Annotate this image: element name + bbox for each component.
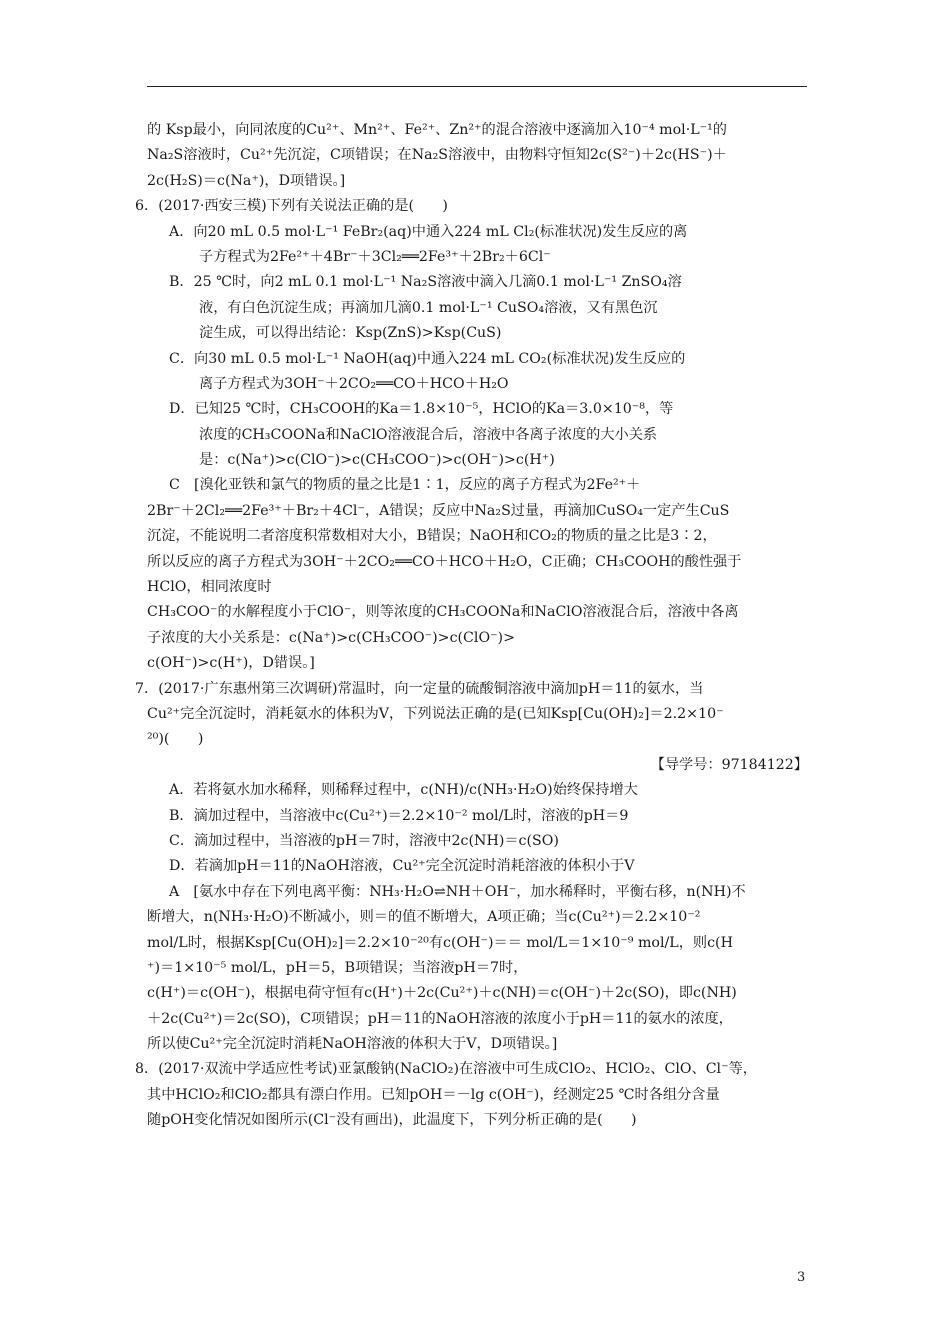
text-line: ²⁰)( ) bbox=[147, 731, 204, 748]
text-line: 浓度的CH₃COONa和NaClO溶液混合后，溶液中各离子浓度的大小关系 bbox=[199, 426, 658, 443]
text-line: 子浓度的大小关系是：c(Na⁺)>c(CH₃COO⁻)>c(ClO⁻)> bbox=[147, 629, 515, 646]
guide-number: 【导学号：97184122】 bbox=[650, 756, 808, 773]
text-line: c(OH⁻)>c(H⁺)，D错误。] bbox=[147, 655, 315, 672]
document-body bbox=[135, 118, 812, 1134]
text-line: CH₃COO⁻的水解程度小于ClO⁻，则等浓度的CH₃COONa和NaClO溶液混合后，溶液中各离 bbox=[147, 604, 739, 621]
header-rule bbox=[147, 86, 807, 87]
text-line: 随pOH变化情况如图所示(Cl⁻没有画出)，此温度下，下列分析正确的是( ) bbox=[147, 1112, 637, 1129]
question-8-stem: 8．(2017·双流中学适应性考试)亚氯酸钠(NaClO₂)在溶液中可生成ClO₂、HClO₂、ClO、Cl⁻等， bbox=[135, 1061, 757, 1078]
text-line: 淀生成，可以得出结论：Ksp(ZnS)>Ksp(CuS) bbox=[199, 325, 502, 342]
question-7-option-d: D．若滴加pH＝11的NaOH溶液，Cu²⁺完全沉淀时消耗溶液的体积小于V bbox=[169, 858, 635, 875]
question-7-answer: A [氨水中存在下列电离平衡：NH₃·H₂O⇌NH＋OH⁻，加水稀释时，平衡右移，n(NH)不 bbox=[169, 883, 746, 900]
text-line: 所以使Cu²⁺完全沉淀时消耗NaOH溶液的体积大于V，D项错误。] bbox=[147, 1036, 558, 1053]
text-line: ⁺)＝1×10⁻⁵ mol/L，pH＝5，B项错误；当溶液pH＝7时， bbox=[147, 959, 528, 976]
question-6-answer: C [溴化亚铁和氯气的物质的量之比是1∶1，反应的离子方程式为2Fe²⁺＋ bbox=[169, 477, 641, 494]
text-line: 所以反应的离子方程式为3OH⁻＋2CO₂══CO＋HCO＋H₂O，C正确；CH₃COOH的酸性强于 bbox=[147, 553, 742, 570]
question-6-option-a: A．向20 mL 0.5 mol·L⁻¹ FeBr₂(aq)中通入224 mL Cl₂(标准状况)发生反应的离 bbox=[169, 223, 688, 240]
text-line: c(H⁺)＝c(OH⁻)，根据电荷守恒有c(H⁺)＋2c(Cu²⁺)＋c(NH)＝c(OH⁻)＋2c(SO)，即c(NH) bbox=[147, 985, 737, 1002]
question-7-option-a: A．若将氨水加水稀释，则稀释过程中，c(NH)/c(NH₃·H₂O)始终保持增大 bbox=[169, 782, 638, 799]
text-line: HClO，相同浓度时 bbox=[147, 579, 272, 596]
text-line: Cu²⁺完全沉淀时，消耗氨水的体积为V，下列说法正确的是(已知Ksp[Cu(OH)₂]＝2.2×10⁻ bbox=[147, 705, 724, 722]
text-line: 液，有白色沉淀生成；再滴加几滴0.1 mol·L⁻¹ CuSO₄溶液，又有黑色沉 bbox=[199, 299, 658, 316]
page-number: 3 bbox=[797, 1270, 806, 1285]
text-line: 沉淀，不能说明二者溶度积常数相对大小，B错误；NaOH和CO₂的物质的量之比是3∶2， bbox=[147, 528, 717, 545]
question-7-option-c: C．滴加过程中，当溶液的pH＝7时，溶液中2c(NH)＝c(SO) bbox=[169, 832, 559, 849]
question-6-option-d: D．已知25 ℃时，CH₃COOH的Ka＝1.8×10⁻⁵，HClO的Ka＝3.0×10⁻⁸，等 bbox=[169, 401, 674, 418]
question-7-option-b: B．滴加过程中，当溶液中c(Cu²⁺)＝2.2×10⁻² mol/L时，溶液的pH＝9 bbox=[169, 807, 629, 824]
question-6-option-c: C．向30 mL 0.5 mol·L⁻¹ NaOH(aq)中通入224 mL CO₂(标准状况)发生反应的 bbox=[169, 350, 686, 367]
text-line: 断增大，n(NH₃·H₂O)不断减小，则＝的值不断增大，A项正确；当c(Cu²⁺)＝2.2×10⁻² bbox=[147, 909, 701, 926]
text-line: Na₂S溶液时，Cu²⁺先沉淀，C项错误；在Na₂S溶液中，由物料守恒知2c(S²⁻)＋2c(HS⁻)＋ bbox=[147, 147, 727, 164]
text-line: 其中HClO₂和ClO₂都具有漂白作用。已知pOH＝－lg c(OH⁻)，经测定25 ℃时各组分含量 bbox=[147, 1086, 720, 1103]
text-line: 2Br⁻＋2Cl₂══2Fe³⁺＋Br₂＋4Cl⁻，A错误；反应中Na₂S过量，再滴加CuSO₄一定产生CuS bbox=[147, 502, 730, 519]
text-line: 2c(H₂S)＝c(Na⁺)，D项错误。] bbox=[147, 172, 346, 189]
text-line: ＋2c(Cu²⁺)＝2c(SO)，C项错误；pH＝11的NaOH溶液的浓度小于pH＝11的氨水的浓度， bbox=[147, 1010, 733, 1027]
text-line: 是：c(Na⁺)>c(ClO⁻)>c(CH₃COO⁻)>c(OH⁻)>c(H⁺) bbox=[199, 452, 555, 469]
text-line: 子方程式为2Fe²⁺＋4Br⁻＋3Cl₂══2Fe³⁺＋2Br₂＋6Cl⁻ bbox=[199, 248, 551, 265]
text-line: mol/L时，根据Ksp[Cu(OH)₂]＝2.2×10⁻²⁰有c(OH⁻)＝＝ mol/L＝1×10⁻⁹ mol/L，则c(H bbox=[147, 934, 733, 951]
question-6-stem: 6．(2017·西安三模)下列有关说法正确的是( ) bbox=[135, 198, 448, 215]
question-6-option-b: B．25 ℃时，向2 mL 0.1 mol·L⁻¹ Na₂S溶液中滴入几滴0.1 mol·L⁻¹ ZnSO₄溶 bbox=[169, 274, 682, 291]
question-7-stem: 7．(2017·广东惠州第三次调研)常温时，向一定量的硫酸铜溶液中滴加pH＝11的氨水，当 bbox=[135, 680, 704, 697]
text-line: 的 Ksp最小，向同浓度的Cu²⁺、Mn²⁺、Fe²⁺、Zn²⁺的混合溶液中逐滴加入10⁻⁴ mol·L⁻¹的 bbox=[147, 122, 727, 138]
text-line: 离子方程式为3OH⁻＋2CO₂══CO＋HCO＋H₂O bbox=[199, 375, 509, 392]
